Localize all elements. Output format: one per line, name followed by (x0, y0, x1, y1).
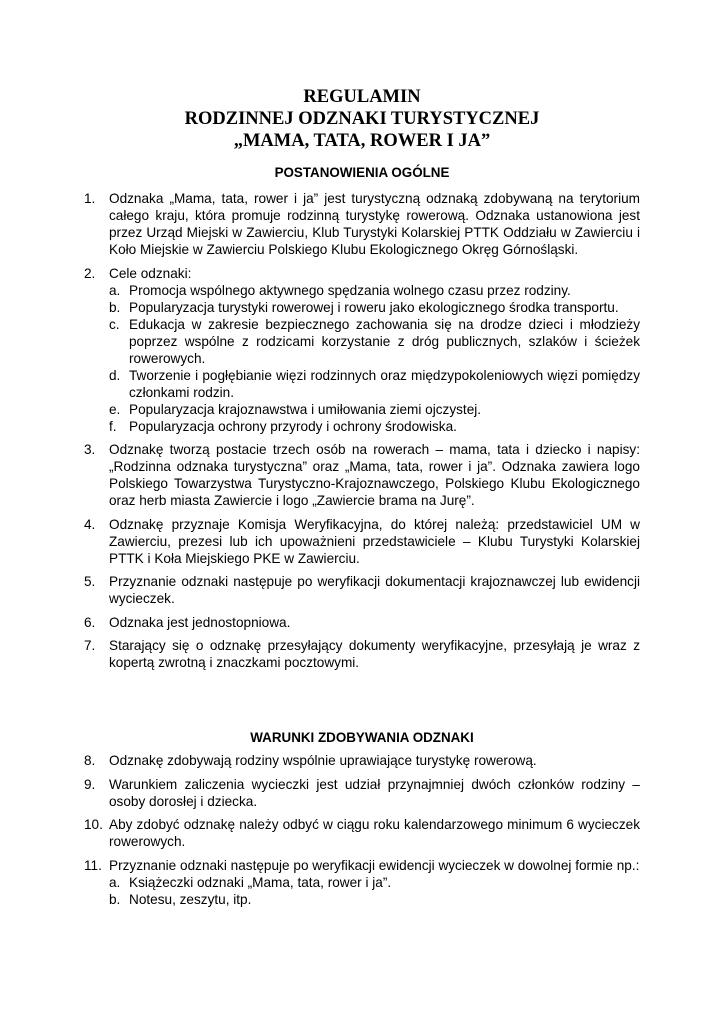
item-number: 4. (84, 516, 96, 532)
list-item (84, 516, 640, 567)
sub-text: Edukacja w zakresie bezpiecznego zachowania się na drodze dzieci i młodzieży poprzez wspólne z rodzicami korzystanie z dróg publicznych, szlaków i ścieżek rowerowych. (129, 316, 640, 366)
item-text: Cele odznaki: (109, 265, 192, 281)
item-number: 9. (84, 776, 96, 792)
item-number: 7. (84, 638, 96, 653)
sub-list-item (109, 299, 640, 316)
item-number: 11. (84, 857, 102, 873)
item-number: 10. (84, 817, 103, 832)
item-text: Przyznanie odznaki następuje po weryfikacji dokumentacji krajoznawczej lub ewidencji wycieczek. (109, 574, 640, 606)
sub-text: Popularyzacja krajoznawstwa i umiłowania ziemi ojczystej. (129, 401, 482, 417)
item-text: Aby zdobyć odznakę należy odbyć w ciągu roku kalendarzowego minimum 6 wycieczek rowerowych. (109, 817, 640, 849)
records-sublist (109, 874, 640, 908)
list-item (84, 637, 640, 671)
sub-list-item (109, 874, 640, 891)
doc-title-line3: „MAMA, TATA, ROWER I JA” (233, 131, 491, 151)
item-number: 3. (84, 442, 96, 457)
sub-list-item (109, 316, 640, 367)
item-text: Przyznanie odznaki następuje po weryfikacji ewidencji wycieczek w dowolnej formie np.: (109, 857, 640, 873)
item-text: Warunkiem zaliczenia wycieczki jest udział przynajmniej dwóch członków rodziny – osoby dorosłej i dziecka. (109, 776, 640, 809)
sub-letter: a. (109, 282, 121, 298)
list-item (84, 776, 640, 810)
sub-letter: a. (109, 874, 121, 890)
sub-list-item (109, 891, 640, 908)
list-item (84, 573, 640, 607)
goals-sublist (109, 282, 640, 435)
sub-text: Popularyzacja ochrony przyrody i ochrony środowiska. (129, 418, 457, 434)
item-number: 5. (84, 574, 96, 589)
item-number: 1. (84, 191, 96, 206)
list-item (84, 441, 640, 509)
list-item (84, 614, 640, 631)
section-heading-general: POSTANOWIENIA OGÓLNE (274, 165, 450, 180)
item-number: 6. (84, 614, 96, 630)
sub-letter: d. (109, 367, 121, 383)
sub-list-item (109, 367, 640, 401)
sub-text: Tworzenie i pogłębianie więzi rodzinnych oraz międzypokoleniowych więzi pomiędzy członkami rodzin. (129, 367, 640, 400)
list-item (84, 857, 640, 908)
list-item (84, 752, 640, 769)
item-text: Odznakę zdobywają rodziny wspólnie uprawiające turystykę rowerową. (109, 753, 537, 768)
list-item (84, 190, 640, 258)
sub-letter: e. (109, 401, 121, 417)
general-provisions-list (84, 190, 640, 678)
item-text: Odznaka „Mama, tata, rower i ja” jest turystyczną odznaką zdobywaną na terytorium całego kraju, która promuje rodzinną turystykę rowerową. Odznaka ustanowiona jest przez Urząd Miejski w Zawierciu, Klub Turystyki Kolarskiej PTTK Oddziału w Zawierciu i Koło Miejskie w Zawierciu Polskiego Klubu Ekologicznego Okręg Górnośląski. (109, 191, 640, 257)
sub-letter: b. (109, 891, 121, 907)
list-item (84, 265, 640, 435)
sub-text: Książeczki odznaki „Mama, tata, rower i ja”. (129, 874, 392, 890)
sub-letter: b. (109, 299, 121, 315)
sub-letter: f. (109, 418, 117, 434)
item-number: 2. (84, 265, 96, 281)
sub-letter: c. (109, 316, 120, 332)
item-text: Starający się o odznakę przesyłający dokumenty weryfikacyjne, przesyłają je wraz z kopertą zwrotną i znaczkami pocztowymi. (109, 638, 640, 670)
sub-text: Popularyzacja turystyki rowerowej i roweru jako ekologicznego środka transportu. (129, 299, 619, 315)
section-heading-conditions: WARUNKI ZDOBYWANIA ODZNAKI (250, 730, 474, 745)
item-number: 8. (84, 753, 96, 768)
item-text: Odznakę tworzą postacie trzech osób na rowerach – mama, tata i dziecko i napisy: „Rodzinna odznaka turystyczna” oraz „Mama, tata, rower i ja”. Odznaka zawiera logo Polskiego Towarzystwa Turystyczno-Krajoznawczego, Polskiego Klubu Ekologicznego oraz herb miasta Zawiercie i logo „Zawiercie brama na Jurę”. (109, 442, 640, 508)
sub-text: Promocja wspólnego aktywnego spędzania wolnego czasu przez rodziny. (129, 282, 571, 298)
item-text: Odznakę przyznaje Komisja Weryfikacyjna, do której należą: przedstawiciel UM w Zawierciu, prezesi lub ich upoważnieni przedstawiciele – Klubu Turystyki Kolarskiej PTTK i Koła Miejskiego PKE w Zawierciu. (109, 516, 640, 566)
doc-title-line1: REGULAMIN (303, 87, 421, 107)
sub-list-item (109, 282, 640, 299)
doc-title-line2: RODZINNEJ ODZNAKI TURYSTYCZNEJ (184, 109, 540, 129)
sub-text: Notesu, zeszytu, itp. (129, 891, 252, 907)
sub-list-item (109, 418, 640, 435)
item-text: Odznaka jest jednostopniowa. (109, 614, 291, 630)
sub-list-item (109, 401, 640, 418)
list-item (84, 816, 640, 850)
conditions-list (84, 752, 640, 914)
